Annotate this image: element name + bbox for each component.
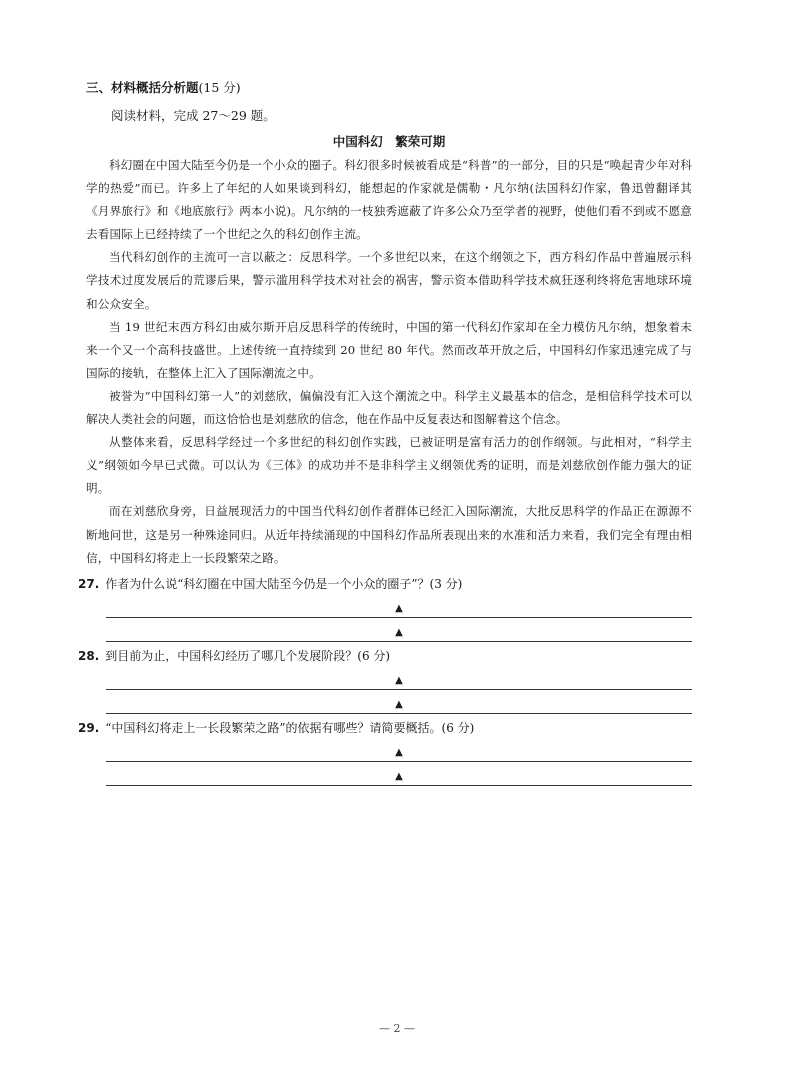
- article-paragraph-1: 科幻圈在中国大陆至今仍是一个小众的圈子。科幻很多时候被看成是“科普”的一部分，目的只是“唤起青少年对科学的热爱”而已。许多上了年纪的人如果谈到科幻，能想起的作家就是儒勒・凡尔纳(法国科幻作家，鲁迅曾翻译其《月界旅行》和《地底旅行》两本小说)。凡尔纳的一枝独秀遮蔽了许多公众乃至学者的视野，使他们看不到或不愿意去看国际上已经持续了一个世纪之久的科幻创作主流。: [86, 158, 692, 242]
- question-28: [78, 646, 692, 714]
- question-number: 28.: [78, 648, 100, 663]
- answer-marker-icon: ▲: [395, 626, 403, 638]
- section-title: 三、材料概括分析题: [86, 80, 199, 95]
- answer-line[interactable]: [106, 618, 692, 642]
- exam-page: [78, 78, 692, 786]
- answer-line[interactable]: [106, 762, 692, 786]
- answer-marker-icon: ▲: [395, 746, 403, 758]
- answer-line[interactable]: [106, 666, 692, 690]
- question-text: 作者为什么说“科幻圈在中国大陆至今仍是一个小众的圈子”？(3 分): [105, 576, 463, 591]
- question-prompt: [78, 646, 692, 666]
- answer-marker-icon: ▲: [395, 698, 403, 710]
- article-paragraph-6: 而在刘慈欣身旁，日益展现活力的中国当代科幻创作者群体已经汇入国际潮流，大批反思科学的作品正在源源不断地问世，这是另一种殊途同归。从近年持续涌现的中国科幻作品所表现出来的水准和活力来看，我们完全有理由相信，中国科幻将走上一长段繁荣之路。: [86, 504, 692, 565]
- question-prompt: [78, 574, 692, 594]
- article-title: 中国科幻 繁荣可期: [332, 134, 446, 149]
- answer-marker-icon: ▲: [395, 770, 403, 782]
- article-paragraph-3: 当 19 世纪末西方科幻由威尔斯开启反思科学的传统时，中国的第一代科幻作家却在全力模仿凡尔纳，想象着未来一个又一个高科技盛世。上述传统一直持续到 20 世纪 80 年代。然而改革开放之后，中国科幻作家迅速完成了与国际的接轨，在整体上汇入了国际潮流之中。: [86, 319, 692, 380]
- reading-instruction: 阅读材料，完成 27～29 题。: [111, 108, 276, 123]
- section-heading: [86, 78, 692, 98]
- page-number: — 2 —: [379, 1022, 415, 1035]
- section-score: (15 分): [198, 80, 241, 95]
- article-paragraph-5: 从整体来看，反思科学经过一个多世纪的科幻创作实践，已被证明是富有活力的创作纲领。与此相对，“科学主义”纲领如今早已式微。可以认为《三体》的成功并不是非科学主义纲领优秀的证明，而是刘慈欣创作能力强大的证明。: [86, 435, 692, 496]
- answer-line[interactable]: [106, 690, 692, 714]
- question-text: 到目前为止，中国科幻经历了哪几个发展阶段？(6 分): [105, 648, 391, 663]
- answer-marker-icon: ▲: [395, 674, 403, 686]
- article: [86, 132, 692, 570]
- answer-line[interactable]: [106, 594, 692, 618]
- answer-line[interactable]: [106, 738, 692, 762]
- question-number: 29.: [78, 720, 100, 735]
- article-paragraph-4: 被誉为“中国科幻第一人”的刘慈欣，偏偏没有汇入这个潮流之中。科学主义最基本的信念，是相信科学技术可以解决人类社会的问题，而这恰恰也是刘慈欣的信念，他在作品中反复表达和图解着这个信念。: [86, 388, 692, 427]
- article-paragraph-2: 当代科幻创作的主流可一言以蔽之：反思科学。一个多世纪以来，在这个纲领之下，西方科幻作品中普遍展示科学技术过度发展后的荒谬后果，警示滥用科学技术对社会的祸害，警示资本借助科学技术疯狂逐利终将危害地球环境和公众安全。: [86, 250, 692, 311]
- question-27: [78, 574, 692, 642]
- question-prompt: [78, 718, 692, 738]
- question-29: [78, 718, 692, 786]
- answer-marker-icon: ▲: [395, 602, 403, 614]
- question-number: 27.: [78, 576, 100, 591]
- question-text: “中国科幻将走上一长段繁荣之路”的依据有哪些？请简要概括。(6 分): [105, 720, 475, 735]
